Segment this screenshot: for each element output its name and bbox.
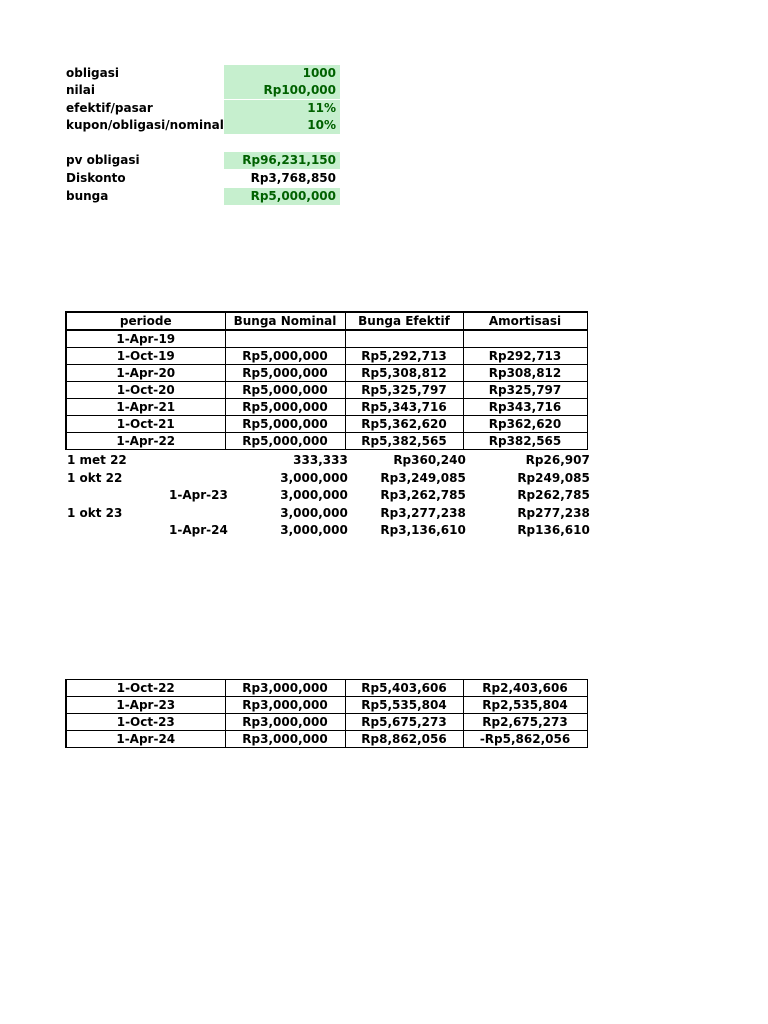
revised-schedule-table	[65, 679, 588, 748]
header-periode: periode	[66, 312, 225, 330]
header-amortisasi: Amortisasi	[463, 312, 587, 330]
summary-value[interactable]: Rp100,000	[224, 82, 340, 99]
table-header-row	[66, 312, 587, 330]
cell-bunga-nominal[interactable]: Rp3,000,000	[225, 714, 345, 731]
cell-amortisasi[interactable]: Rp136,610	[517, 523, 590, 537]
cell-periode[interactable]: 1-Apr-24	[169, 523, 228, 537]
cell-bunga-efektif[interactable]: Rp5,535,804	[345, 697, 463, 714]
cell-bunga-nominal[interactable]: Rp5,000,000	[225, 382, 345, 399]
table-row	[66, 399, 587, 416]
cell-bunga-efektif[interactable]: Rp3,249,085	[380, 470, 466, 485]
summary-row-pv-obligasi	[66, 152, 344, 169]
cell-note[interactable]: 1 okt 22	[67, 470, 123, 485]
cell-amortisasi[interactable]: Rp262,785	[517, 488, 590, 502]
summary-label: efektif/pasar	[66, 101, 153, 115]
summary-row-nilai	[66, 82, 344, 99]
cell-bunga-nominal[interactable]: Rp3,000,000	[225, 697, 345, 714]
cell-amortisasi[interactable]: Rp362,620	[463, 416, 587, 433]
cell-bunga-efektif[interactable]: Rp5,675,273	[345, 714, 463, 731]
cell-amortisasi[interactable]: Rp249,085	[517, 470, 590, 485]
summary-label: Diskonto	[66, 171, 126, 185]
summary-label: kupon/obligasi/nominal	[66, 118, 224, 132]
cell-amortisasi[interactable]: Rp343,716	[463, 399, 587, 416]
table-row	[66, 697, 587, 714]
cell-periode[interactable]: 1-Apr-22	[66, 433, 225, 450]
cell-note[interactable]: 1 met 22	[67, 453, 127, 467]
cell-bunga-nominal[interactable]: Rp5,000,000	[225, 433, 345, 450]
table-row	[65, 487, 594, 505]
cell-periode[interactable]: 1-Apr-23	[66, 697, 225, 714]
cell-periode[interactable]	[165, 505, 232, 523]
summary-row-obligasi	[66, 65, 344, 82]
summary-value[interactable]: Rp96,231,150	[224, 152, 340, 169]
cell-note[interactable]	[65, 487, 165, 505]
summary-row-kupon	[66, 117, 344, 134]
cell-note[interactable]: 1 okt 23	[67, 505, 123, 520]
table-row	[66, 731, 587, 748]
cell-periode[interactable]: 1-Apr-23	[169, 488, 228, 502]
summary-label: obligasi	[66, 66, 120, 80]
table-row	[65, 452, 594, 470]
cell-amortisasi[interactable]: Rp308,812	[463, 365, 587, 382]
table-row	[66, 680, 587, 697]
header-bunga-nominal: Bunga Nominal	[225, 312, 345, 330]
cell-periode[interactable]: 1-Oct-19	[66, 348, 225, 365]
cell-bunga-efektif[interactable]: Rp5,343,716	[345, 399, 463, 416]
table-row	[66, 714, 587, 731]
cell-bunga-efektif[interactable]: Rp8,862,056	[345, 731, 463, 748]
cell-bunga-nominal[interactable]: Rp3,000,000	[225, 731, 345, 748]
cell-amortisasi[interactable]: Rp382,565	[463, 433, 587, 450]
summary-value[interactable]: 11%	[224, 100, 340, 117]
cell-bunga-efektif[interactable]: Rp3,136,610	[380, 523, 466, 537]
cell-bunga-efektif[interactable]: Rp3,262,785	[380, 488, 466, 502]
cell-amortisasi[interactable]: Rp277,238	[517, 505, 590, 520]
cell-bunga-nominal[interactable]: Rp5,000,000	[225, 399, 345, 416]
header-bunga-efektif: Bunga Efektif	[345, 312, 463, 330]
cell-bunga-efektif[interactable]: Rp3,277,238	[380, 505, 466, 520]
cell-bunga-nominal[interactable]: 3,000,000	[280, 523, 348, 537]
summary-value[interactable]: Rp3,768,850	[250, 171, 336, 185]
table-row	[65, 505, 594, 523]
cell-bunga-nominal[interactable]: 333,333	[293, 453, 348, 467]
cell-periode[interactable]: 1-Apr-19	[66, 330, 225, 348]
cell-bunga-efektif[interactable]	[345, 330, 463, 348]
cell-bunga-nominal[interactable]: 3,000,000	[280, 505, 348, 520]
cell-bunga-nominal[interactable]: 3,000,000	[280, 488, 348, 502]
cell-periode[interactable]: 1-Oct-23	[66, 714, 225, 731]
summary-row-bunga	[66, 188, 344, 205]
cell-bunga-efektif[interactable]: Rp5,403,606	[345, 680, 463, 697]
table-row	[66, 348, 587, 365]
table-row	[66, 330, 587, 348]
cell-bunga-nominal[interactable]: Rp5,000,000	[225, 365, 345, 382]
cell-periode[interactable]: 1-Apr-20	[66, 365, 225, 382]
cell-amortisasi[interactable]	[463, 330, 587, 348]
cell-periode[interactable]: 1-Apr-24	[66, 731, 225, 748]
cell-bunga-nominal[interactable]: Rp5,000,000	[225, 416, 345, 433]
cell-amortisasi[interactable]: Rp2,535,804	[463, 697, 587, 714]
cell-amortisasi[interactable]: Rp2,403,606	[463, 680, 587, 697]
summary-label: pv obligasi	[66, 153, 140, 167]
cell-periode[interactable]	[165, 452, 232, 470]
cell-bunga-efektif[interactable]: Rp360,240	[393, 453, 466, 467]
summary-value[interactable]: Rp5,000,000	[224, 188, 340, 205]
cell-bunga-efektif[interactable]: Rp5,308,812	[345, 365, 463, 382]
cell-periode[interactable]: 1-Oct-20	[66, 382, 225, 399]
cell-amortisasi[interactable]: Rp325,797	[463, 382, 587, 399]
cell-bunga-efektif[interactable]: Rp5,292,713	[345, 348, 463, 365]
cell-amortisasi[interactable]: -Rp5,862,056	[463, 731, 587, 748]
summary-label: bunga	[66, 189, 109, 203]
cell-bunga-nominal[interactable]: Rp5,000,000	[225, 348, 345, 365]
cell-bunga-nominal[interactable]: Rp3,000,000	[225, 680, 345, 697]
table-row	[66, 365, 587, 382]
cell-bunga-nominal[interactable]: 3,000,000	[280, 470, 348, 485]
summary-label: nilai	[66, 83, 95, 97]
summary-row-diskonto	[66, 170, 344, 187]
cell-periode[interactable]: 1-Oct-21	[66, 416, 225, 433]
table-row	[66, 382, 587, 399]
cell-bunga-efektif[interactable]: Rp5,382,565	[345, 433, 463, 450]
table-row	[66, 433, 587, 450]
table-row	[65, 470, 594, 488]
cell-amortisasi[interactable]: Rp2,675,273	[463, 714, 587, 731]
table-row	[66, 416, 587, 433]
summary-value[interactable]: 10%	[224, 117, 340, 134]
cell-bunga-efektif[interactable]: Rp5,325,797	[345, 382, 463, 399]
summary-value[interactable]: 1000	[224, 65, 340, 82]
cell-amortisasi[interactable]: Rp292,713	[463, 348, 587, 365]
cell-periode[interactable]: 1-Apr-21	[66, 399, 225, 416]
cell-amortisasi[interactable]: Rp26,907	[525, 453, 590, 467]
cell-periode[interactable]: 1-Oct-22	[66, 680, 225, 697]
cell-bunga-efektif[interactable]: Rp5,362,620	[345, 416, 463, 433]
cell-bunga-nominal[interactable]	[225, 330, 345, 348]
cell-periode[interactable]	[165, 470, 232, 488]
extra-schedule-rows	[65, 452, 594, 540]
table-row	[65, 522, 594, 540]
summary-row-efektif	[66, 100, 344, 117]
amortization-table	[65, 311, 588, 450]
cell-note[interactable]	[65, 522, 165, 540]
